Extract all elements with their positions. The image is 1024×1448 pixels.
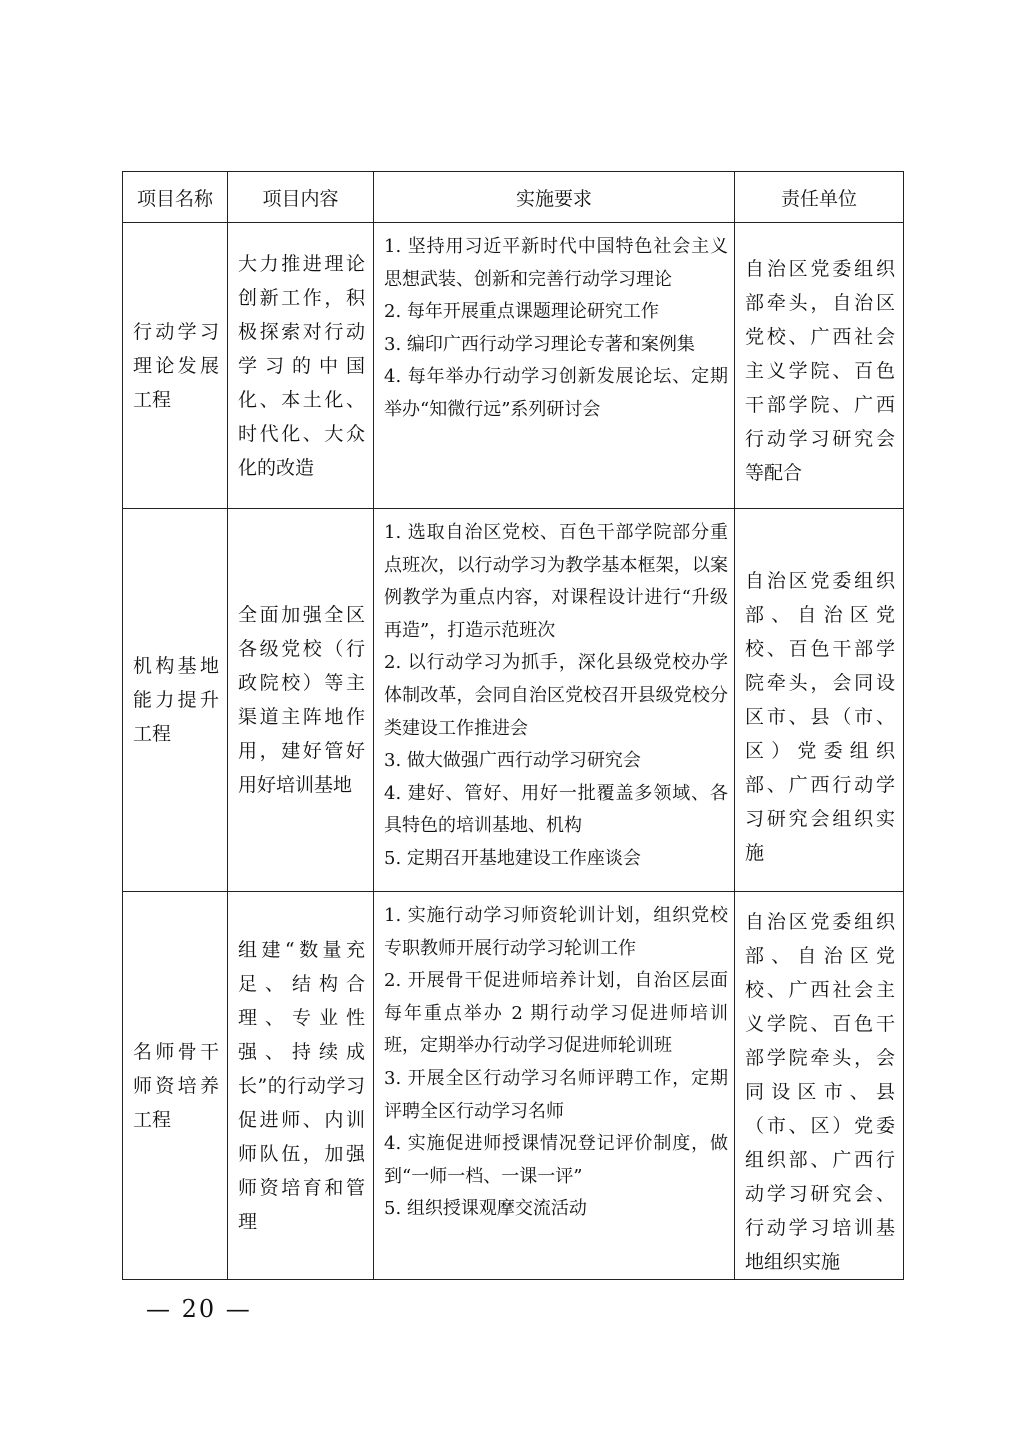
requirement-item: 4. 建好、管好、用好一批覆盖多领域、各具特色的培训基地、机构 — [384, 782, 728, 837]
page-number: — 20 — — [146, 1295, 252, 1323]
project-content-cell: 组建“数量充足、结构合理、专业性强、持续成长”的行动学习促进师、内训师队伍，加强师资培育和管理 — [228, 892, 374, 1280]
requirement-item: 3. 开展全区行动学习名师评聘工作，定期评聘全区行动学习名师 — [384, 1067, 728, 1122]
requirement-item: 4. 实施促进师授课情况登记评价制度，做到“一师一档、一课一评” — [384, 1133, 728, 1187]
responsible-unit-cell: 自治区党委组织部牵头，自治区党校、广西社会主义学院、百色干部学院、广西行动学习研究会等配合 — [735, 223, 904, 509]
table-row — [123, 223, 904, 509]
project-name-cell: 名师骨干师资培养工程 — [123, 892, 228, 1280]
requirement-item: 5. 组织授课观摩交流活动 — [384, 1198, 587, 1220]
requirement-item: 1. 实施行动学习师资轮训计划，组织党校专职教师开展行动学习轮训工作 — [384, 905, 728, 959]
requirements-cell — [374, 223, 735, 509]
requirement-item: 1. 坚持用习近平新时代中国特色社会主义思想武装、创新和完善行动学习理论 — [384, 236, 728, 290]
requirements-cell — [374, 892, 735, 1280]
responsible-unit-cell: 自治区党委组织部、自治区党校、百色干部学院牵头，会同设区市、县（市、区）党委组织部、广西行动学习研究会组织实施 — [735, 509, 904, 892]
requirement-item: 4. 每年举办行动学习创新发展论坛、定期举办“知微行远”系列研讨会 — [384, 366, 728, 420]
project-content-cell: 大力推进理论创新工作，积极探索对行动学习的中国化、本土化、时代化、大众化的改造 — [228, 223, 374, 509]
header-project-content: 项目内容 — [228, 172, 374, 223]
requirement-item: 3. 做大做强广西行动学习研究会 — [384, 750, 641, 772]
requirement-item: 2. 以行动学习为抓手，深化县级党校办学体制改革，会同自治区党校召开县级党校分类建设工作推进会 — [384, 652, 728, 739]
header-requirements: 实施要求 — [374, 172, 735, 223]
requirement-item: 3. 编印广西行动学习理论专著和案例集 — [384, 333, 695, 355]
header-responsible-unit: 责任单位 — [735, 172, 904, 223]
project-name-cell: 机构基地能力提升工程 — [123, 509, 228, 892]
requirement-item: 2. 开展骨干促进师培养计划，自治区层面每年重点举办 2 期行动学习促进师培训班，定期举办行动学习促进师轮训班 — [384, 970, 728, 1057]
requirement-item: 1. 选取自治区党校、百色干部学院部分重点班次，以行动学习为教学基本框架，以案例教学为重点内容，对课程设计进行“升级再造”，打造示范班次 — [384, 522, 728, 641]
requirement-item: 5. 定期召开基地建设工作座谈会 — [384, 847, 641, 869]
responsible-unit-cell: 自治区党委组织部、自治区党校、广西社会主义学院、百色干部学院牵头，会同设区市、县（市、区）党委组织部、广西行动学习研究会、行动学习培训基地组织实施 — [735, 892, 904, 1280]
table-row — [123, 509, 904, 892]
header-project-name: 项目名称 — [123, 172, 228, 223]
project-content-cell: 全面加强全区各级党校（行政院校）等主渠道主阵地作用，建好管好用好培训基地 — [228, 509, 374, 892]
table-row — [123, 892, 904, 1280]
project-table — [122, 171, 904, 1280]
table-header-row — [123, 172, 904, 223]
requirements-cell — [374, 509, 735, 892]
requirement-item: 2. 每年开展重点课题理论研究工作 — [384, 301, 659, 323]
project-name-cell: 行动学习理论发展工程 — [123, 223, 228, 509]
